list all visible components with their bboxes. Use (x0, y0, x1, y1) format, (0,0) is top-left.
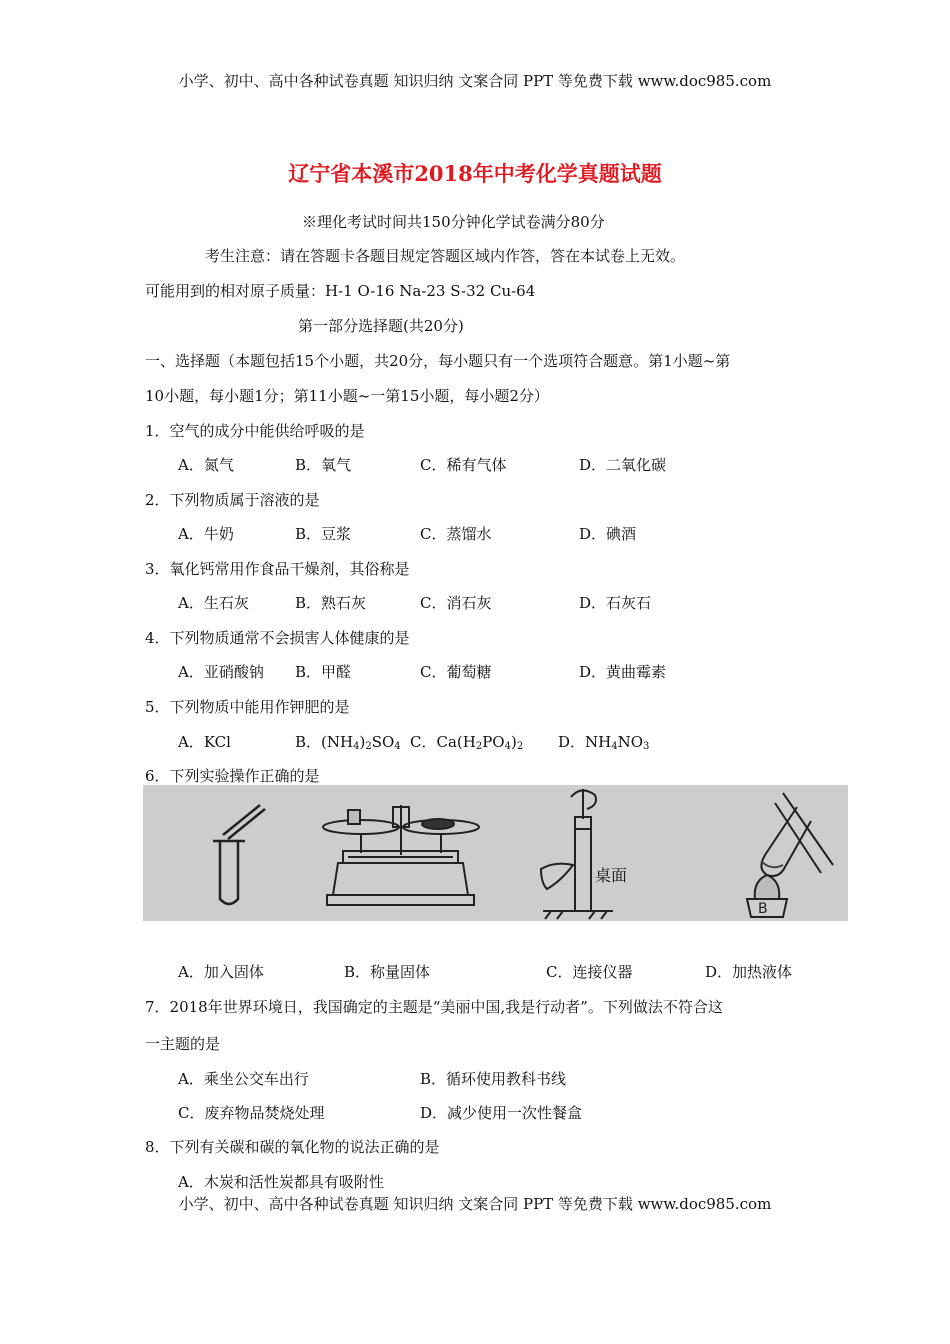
page-footer: 小学、初中、高中各种试卷真题 知识归纳 文案合同 PPT 等免费下载 www.doc985.com (178, 1195, 772, 1213)
question-3: 3．氧化钙常用作食品干燥剂，其俗称是 (145, 560, 410, 578)
q2-option-c: C．蒸馏水 (420, 525, 492, 543)
q1-option-b: B．氧气 (295, 456, 352, 474)
q4-option-b: B．甲醛 (295, 663, 352, 681)
section-instructions-2: 10小题，每小题1分；第11小题~一第15小题，每小题2分） (145, 387, 549, 405)
q6-option-b: B．称量固体 (344, 963, 431, 981)
q6-option-a: A．加入固体 (178, 963, 264, 981)
q3-option-b: B．熟石灰 (295, 594, 367, 612)
q4-option-a: A．亚硝酸钠 (178, 663, 264, 681)
q1-option-c: C．稀有气体 (420, 456, 507, 474)
exam-time: ※理化考试时间共150分钟化学试卷满分80分 (302, 213, 605, 231)
page-header: 小学、初中、高中各种试卷真题 知识归纳 文案合同 PPT 等免费下载 www.doc985.com (178, 72, 772, 90)
q7-option-b: B．循环使用教科书线 (420, 1070, 567, 1088)
q3-option-c: C．消石灰 (420, 594, 492, 612)
svg-text:B: B (758, 901, 768, 917)
question-4: 4．下列物质通常不会损害人体健康的是 (145, 629, 410, 647)
lab-operations-figure (143, 785, 848, 921)
q7-option-a: A．乘坐公交车出行 (178, 1070, 309, 1088)
section-instructions-1: 一、选择题（本题包括15个小题，共20分，每小题只有一个选项符合题意。第1小题~第 (145, 352, 731, 370)
q6-option-c: C．连接仪器 (546, 963, 633, 981)
q5-option-b: B．$(NH_4)_2SO_4$ (295, 733, 401, 752)
q5-option-a: A．KCl (178, 733, 231, 751)
question-8: 8．下列有关碳和碳的氧化物的说法正确的是 (145, 1138, 440, 1156)
q4-option-d: D．黄曲霉素 (579, 663, 667, 681)
question-7-line-2: 一主题的是 (145, 1035, 221, 1053)
question-1: 1．空气的成分中能供给呼吸的是 (145, 422, 365, 440)
question-5: 5．下列物质中能用作钾肥的是 (145, 698, 350, 716)
q5-option-d: D．$NH_4NO_3$ (558, 733, 650, 752)
q8-option-a: A．木炭和活性炭都具有吸附性 (178, 1173, 384, 1191)
q2-option-d: D．碘酒 (579, 525, 637, 543)
q2-option-b: B．豆浆 (295, 525, 352, 543)
q2-option-a: A．牛奶 (178, 525, 234, 543)
q4-option-c: C．葡萄糖 (420, 663, 492, 681)
q3-option-d: D．石灰石 (579, 594, 652, 612)
question-6: 6．下列实验操作正确的是 (145, 767, 320, 785)
notice: 考生注意：请在答题卡各题目规定答题区域内作答，答在本试卷上无效。 (205, 247, 686, 265)
q7-option-d: D．减少使用一次性餐盒 (420, 1104, 583, 1122)
question-2: 2．下列物质属于溶液的是 (145, 491, 320, 509)
lab-operations-drawing (143, 785, 848, 921)
part-heading: 第一部分选择题(共20分) (298, 317, 464, 335)
q7-option-c: C．废弃物品焚烧处理 (178, 1104, 325, 1122)
q1-option-d: D．二氧化碳 (579, 456, 667, 474)
question-7-line-1: 7．2018年世界环境日，我国确定的主题是“美丽中国,我是行动者”。下列做法不符合这 (145, 998, 723, 1016)
q5-option-c: C．$Ca(H_2PO_4)_2$ (410, 733, 524, 752)
q1-option-a: A．氮气 (178, 456, 234, 474)
atomic-mass: 可能用到的相对原子质量：H-1 O-16 Na-23 S-32 Cu-64 (145, 282, 536, 300)
q6-option-d: D．加热液体 (705, 963, 793, 981)
desk-label: 桌面 (595, 866, 628, 885)
page-title: 辽宁省本溪市2018年中考化学真题试题 (288, 161, 662, 186)
q3-option-a: A．生石灰 (178, 594, 249, 612)
